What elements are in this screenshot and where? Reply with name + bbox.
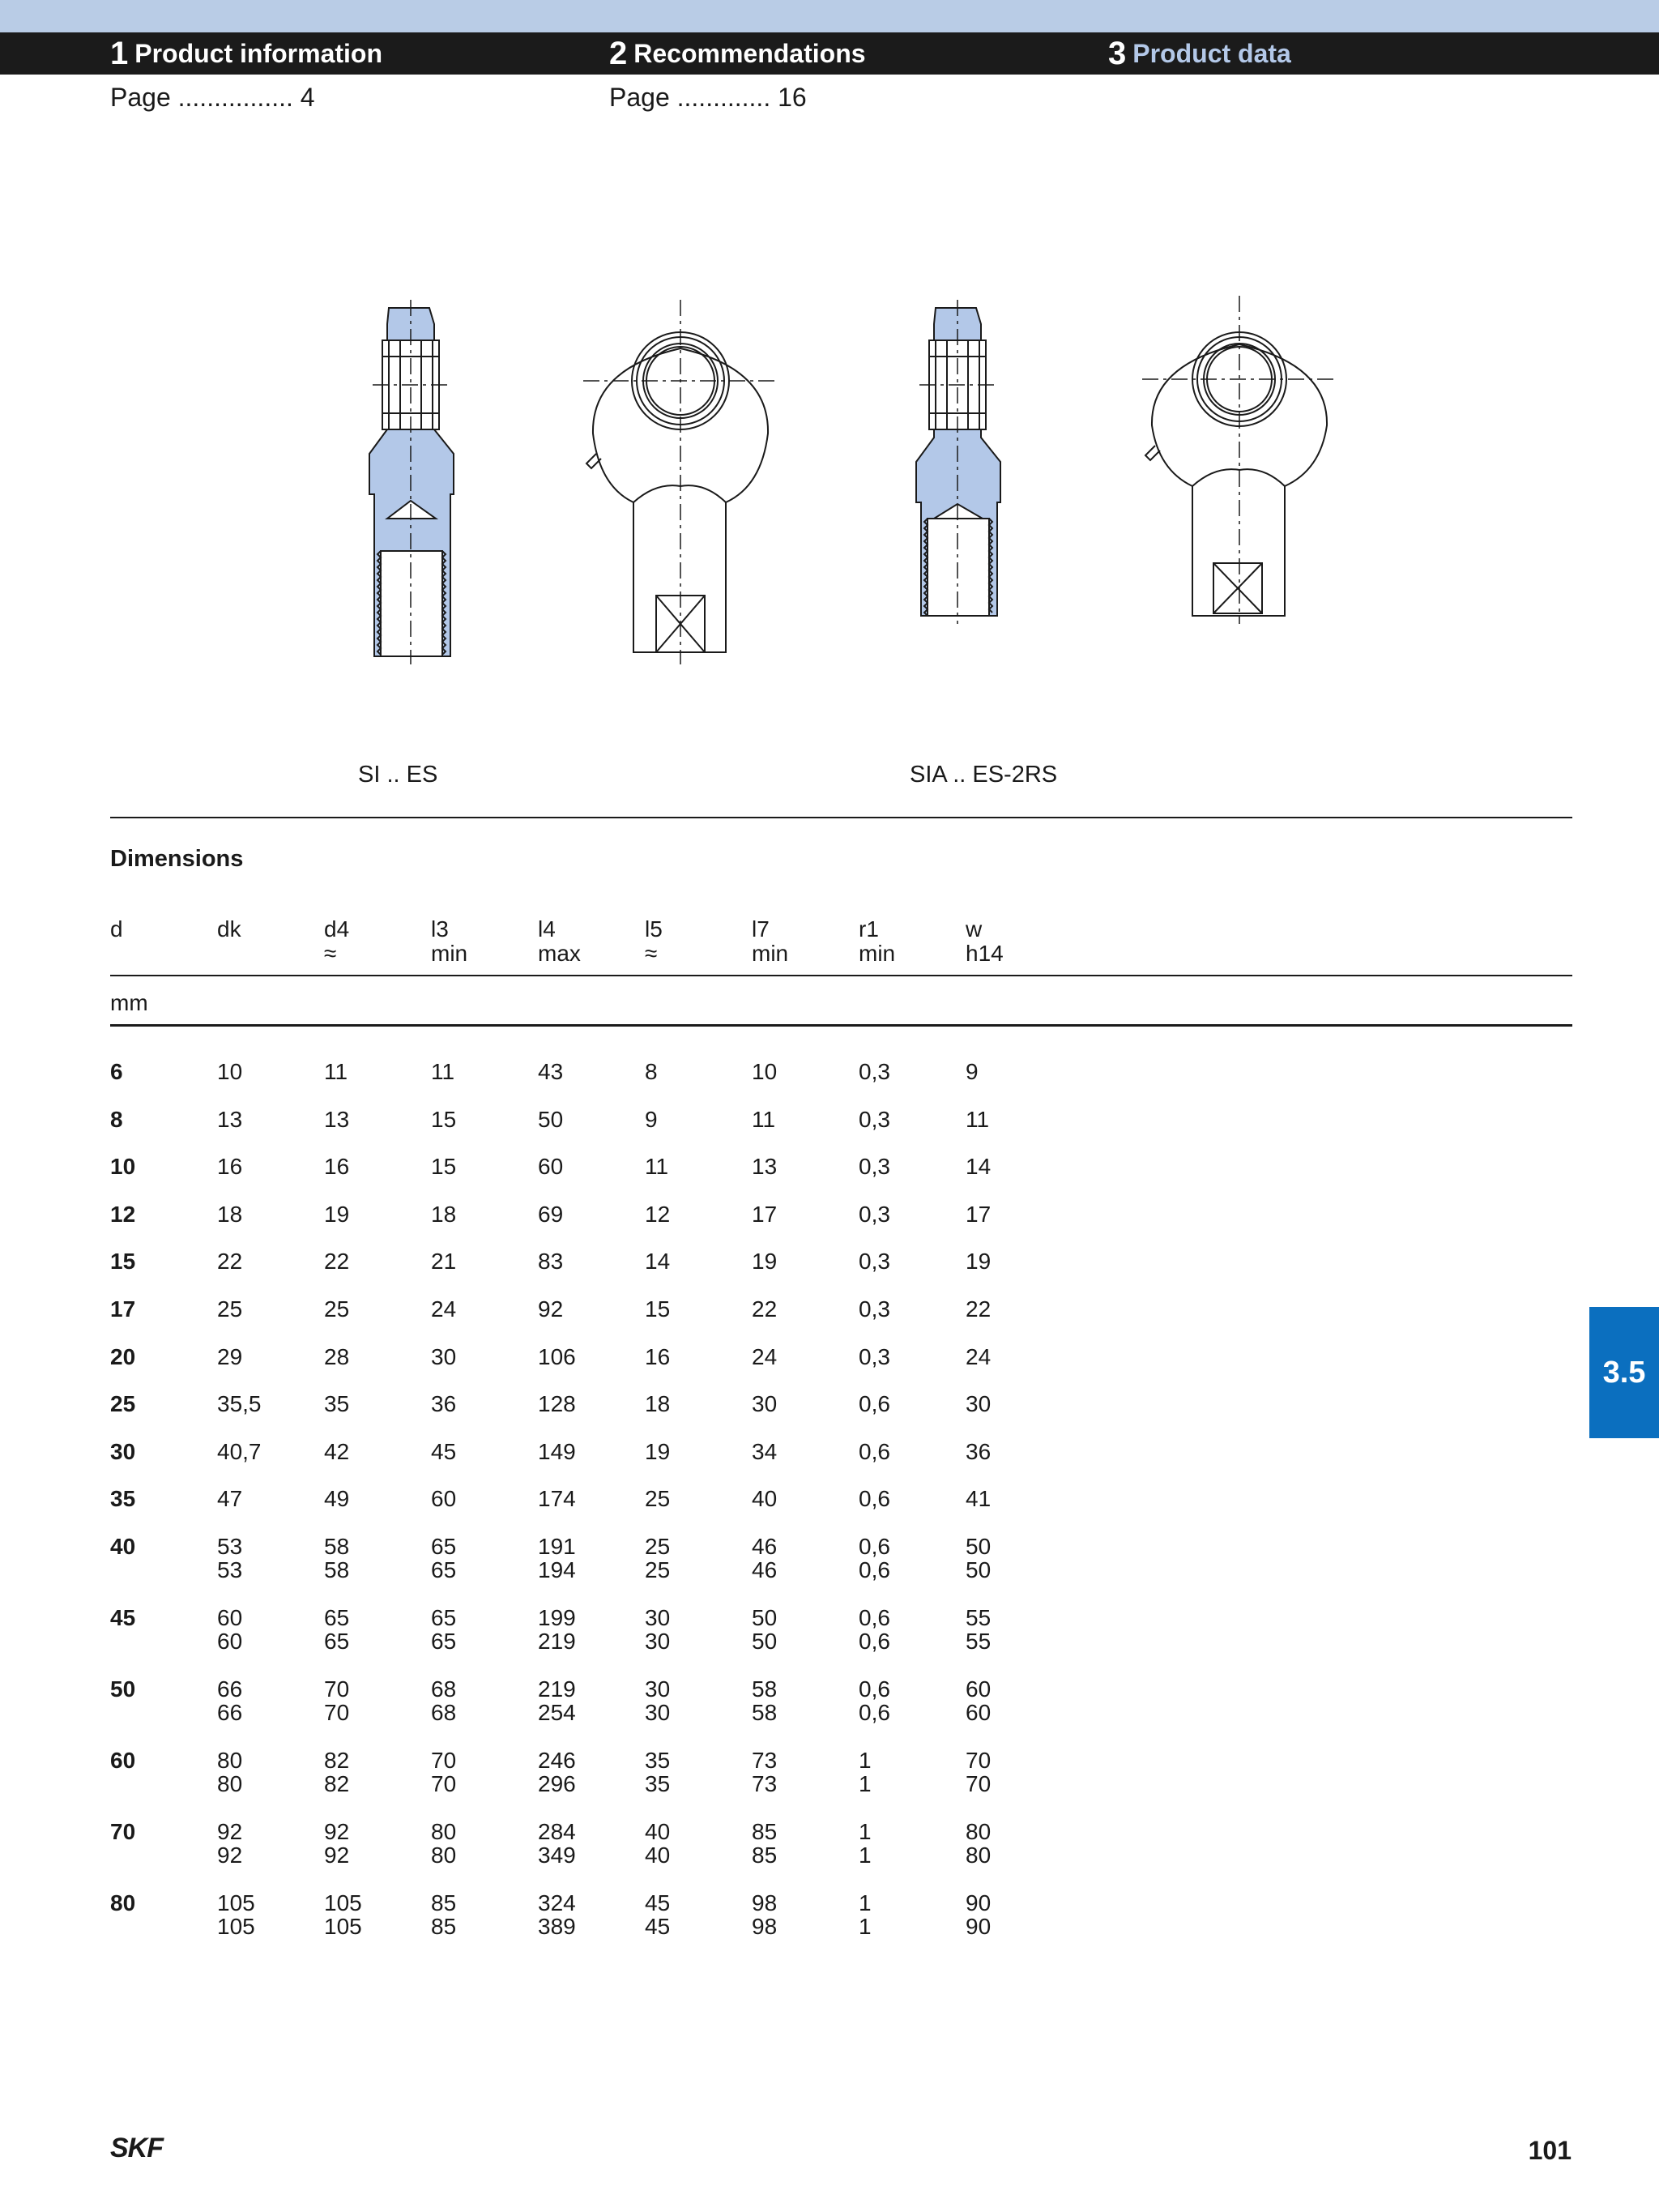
- col-sub: min: [431, 941, 468, 966]
- unit-label: mm: [110, 990, 148, 1015]
- cell-r1: 0,3: [859, 1296, 890, 1322]
- cell-w: 50: [966, 1557, 992, 1582]
- cell-w: 36: [966, 1438, 992, 1464]
- cell-l7: 22: [752, 1296, 778, 1322]
- cell-r1: 0,6: [859, 1629, 890, 1654]
- cell-l5: 25: [645, 1534, 671, 1559]
- cell-d: 60: [110, 1748, 136, 1773]
- cell-l5: 30: [645, 1605, 671, 1630]
- cell-l4: 50: [538, 1106, 564, 1132]
- cell-r1: 0,6: [859, 1534, 890, 1559]
- cell-l3: 70: [431, 1771, 457, 1796]
- si-es-front-view: [583, 300, 778, 664]
- cell-l3: 18: [431, 1201, 457, 1227]
- cell-dk: 40,7: [217, 1438, 262, 1464]
- cell-d4: 105: [324, 1914, 362, 1939]
- cell-r1: 1: [859, 1843, 872, 1868]
- cell-d: 17: [110, 1296, 136, 1322]
- cell-dk: 80: [217, 1748, 243, 1773]
- cell-l3: 65: [431, 1534, 457, 1559]
- cell-w: 11: [966, 1106, 990, 1132]
- section-tab[interactable]: 3.5: [1589, 1307, 1659, 1438]
- page-number: 101: [1528, 2136, 1572, 2165]
- cell-l7: 17: [752, 1201, 778, 1227]
- cell-d: 12: [110, 1201, 136, 1227]
- skf-logo: [110, 2131, 191, 2163]
- cell-l4: 60: [538, 1154, 564, 1180]
- column-header-d4: [324, 917, 349, 966]
- cell-dk: 47: [217, 1486, 243, 1512]
- cell-l7: 11: [752, 1106, 776, 1132]
- cell-w: 22: [966, 1296, 992, 1322]
- cell-dk: 22: [217, 1249, 243, 1275]
- column-header-l4: [538, 917, 581, 966]
- cell-w: 55: [966, 1629, 992, 1654]
- cell-r1: 0,6: [859, 1486, 890, 1512]
- page-ref-recommendations[interactable]: Page ............. 16: [609, 83, 807, 112]
- cell-l4: 149: [538, 1438, 576, 1464]
- cell-l5: 30: [645, 1700, 671, 1725]
- cell-l3: 70: [431, 1748, 457, 1773]
- cell-d4: 82: [324, 1748, 350, 1773]
- cell-l4: 389: [538, 1914, 576, 1939]
- cell-w: 70: [966, 1748, 992, 1773]
- cell-l4: 69: [538, 1201, 564, 1227]
- cell-d4: 105: [324, 1890, 362, 1915]
- cell-d: 40: [110, 1534, 136, 1559]
- cell-l7: 50: [752, 1605, 778, 1630]
- cell-l3: 21: [431, 1249, 457, 1275]
- nav-number: 1: [110, 35, 129, 71]
- cell-dk: 16: [217, 1154, 243, 1180]
- cell-r1: 0,3: [859, 1249, 890, 1275]
- cell-l3: 65: [431, 1605, 457, 1630]
- cell-l4: 194: [538, 1557, 576, 1582]
- col-sub: ≈: [324, 941, 337, 966]
- cell-dk: 66: [217, 1676, 243, 1702]
- col-name: l4: [538, 916, 556, 942]
- cell-w: 70: [966, 1771, 992, 1796]
- cell-l5: 45: [645, 1914, 671, 1939]
- cell-d4: 92: [324, 1843, 350, 1868]
- cell-d: 20: [110, 1343, 136, 1369]
- cell-l4: 349: [538, 1843, 576, 1868]
- cell-l3: 45: [431, 1438, 457, 1464]
- cell-w: 14: [966, 1154, 992, 1180]
- cell-d4: 58: [324, 1557, 350, 1582]
- cell-dk: 53: [217, 1534, 243, 1559]
- cell-l3: 68: [431, 1700, 457, 1725]
- cell-l4: 324: [538, 1890, 576, 1915]
- col-name: r1: [859, 916, 879, 942]
- cell-l3: 15: [431, 1154, 457, 1180]
- cell-r1: 0,6: [859, 1391, 890, 1417]
- cell-d4: 25: [324, 1296, 350, 1322]
- cell-dk: 92: [217, 1843, 243, 1868]
- cell-dk: 60: [217, 1605, 243, 1630]
- col-name: dk: [217, 916, 241, 942]
- cell-l7: 50: [752, 1629, 778, 1654]
- cell-l3: 85: [431, 1914, 457, 1939]
- cell-l7: 19: [752, 1249, 778, 1275]
- cell-l7: 85: [752, 1819, 778, 1844]
- cell-l7: 24: [752, 1343, 778, 1369]
- cell-l7: 73: [752, 1748, 778, 1773]
- cell-d: 8: [110, 1106, 123, 1132]
- section-nav-bar: [0, 32, 1659, 75]
- cell-l3: 11: [431, 1059, 455, 1084]
- cell-l4: 191: [538, 1534, 576, 1559]
- cell-l4: 83: [538, 1249, 564, 1275]
- cell-l4: 284: [538, 1819, 576, 1844]
- cell-dk: 25: [217, 1296, 243, 1322]
- column-header-r1: [859, 917, 895, 966]
- cell-l5: 9: [645, 1106, 658, 1132]
- cell-d: 30: [110, 1438, 136, 1464]
- cell-l5: 35: [645, 1771, 671, 1796]
- cell-l7: 13: [752, 1154, 778, 1180]
- cell-r1: 0,6: [859, 1700, 890, 1725]
- cell-l5: 30: [645, 1676, 671, 1702]
- caption-si-es: SI .. ES: [358, 762, 438, 788]
- cell-dk: 60: [217, 1629, 243, 1654]
- cell-d4: 28: [324, 1343, 350, 1369]
- cell-l3: 65: [431, 1557, 457, 1582]
- cell-d4: 58: [324, 1534, 350, 1559]
- col-sub: ≈: [645, 941, 658, 966]
- column-header-l5: [645, 917, 663, 966]
- cell-dk: 105: [217, 1914, 255, 1939]
- cell-l7: 10: [752, 1059, 778, 1084]
- cell-l5: 25: [645, 1486, 671, 1512]
- cell-d4: 92: [324, 1819, 350, 1844]
- column-header-d: [110, 917, 123, 942]
- cell-w: 60: [966, 1676, 992, 1702]
- cell-w: 80: [966, 1819, 992, 1844]
- top-color-band: [0, 0, 1659, 32]
- cell-l4: 92: [538, 1296, 564, 1322]
- cell-l3: 80: [431, 1843, 457, 1868]
- cell-dk: 35,5: [217, 1391, 262, 1417]
- col-name: w: [966, 916, 983, 942]
- cell-l7: 40: [752, 1486, 778, 1512]
- cell-l3: 24: [431, 1296, 457, 1322]
- cell-d: 6: [110, 1059, 123, 1084]
- nav-product-data[interactable]: [1108, 32, 1291, 75]
- nav-product-information[interactable]: [110, 32, 382, 75]
- cell-l4: 128: [538, 1391, 576, 1417]
- cell-d: 35: [110, 1486, 136, 1512]
- sia-es-2rs-side-view: [916, 300, 1000, 624]
- logo-text: SKF: [110, 2133, 163, 2163]
- cell-d4: 13: [324, 1106, 350, 1132]
- col-sub: max: [538, 941, 581, 966]
- cell-l4: 296: [538, 1771, 576, 1796]
- cell-w: 30: [966, 1391, 992, 1417]
- nav-label: Recommendations: [633, 38, 866, 68]
- cell-l7: 30: [752, 1391, 778, 1417]
- cell-r1: 1: [859, 1771, 872, 1796]
- cell-d4: 19: [324, 1201, 350, 1227]
- cell-d4: 49: [324, 1486, 350, 1512]
- cell-d4: 65: [324, 1629, 350, 1654]
- rod-end-drawings: [0, 292, 1659, 681]
- cell-d: 15: [110, 1249, 136, 1275]
- col-name: l3: [431, 916, 449, 942]
- cell-dk: 53: [217, 1557, 243, 1582]
- cell-dk: 13: [217, 1106, 243, 1132]
- cell-dk: 105: [217, 1890, 255, 1915]
- page-ref-product-information[interactable]: Page ................ 4: [110, 83, 315, 112]
- cell-l5: 8: [645, 1059, 658, 1084]
- cell-l3: 85: [431, 1890, 457, 1915]
- cell-l4: 254: [538, 1700, 576, 1725]
- cell-d4: 42: [324, 1438, 350, 1464]
- cell-r1: 0,3: [859, 1154, 890, 1180]
- cell-l5: 25: [645, 1557, 671, 1582]
- sia-es-2rs-front-view: [1142, 296, 1337, 624]
- col-name: d4: [324, 916, 350, 942]
- cell-d: 45: [110, 1605, 136, 1630]
- cell-r1: 0,6: [859, 1605, 890, 1630]
- cell-l5: 40: [645, 1843, 671, 1868]
- cell-w: 24: [966, 1343, 992, 1369]
- cell-d: 10: [110, 1154, 136, 1180]
- cell-l3: 68: [431, 1676, 457, 1702]
- cell-r1: 0,6: [859, 1438, 890, 1464]
- cell-l7: 34: [752, 1438, 778, 1464]
- nav-number: 3: [1108, 35, 1127, 71]
- column-header-w: [966, 917, 1004, 966]
- cell-dk: 66: [217, 1700, 243, 1725]
- cell-l5: 16: [645, 1343, 671, 1369]
- cell-l4: 246: [538, 1748, 576, 1773]
- cell-d: 80: [110, 1890, 136, 1915]
- cell-l4: 219: [538, 1676, 576, 1702]
- cell-l4: 43: [538, 1059, 564, 1084]
- nav-label: Product information: [134, 38, 383, 68]
- si-es-side-view: [369, 300, 454, 664]
- cell-w: 17: [966, 1201, 992, 1227]
- cell-w: 80: [966, 1843, 992, 1868]
- col-name: l5: [645, 916, 663, 942]
- cell-l5: 35: [645, 1748, 671, 1773]
- cell-r1: 1: [859, 1890, 872, 1915]
- column-header-dk: [217, 917, 241, 942]
- cell-r1: 0,6: [859, 1557, 890, 1582]
- cell-d: 25: [110, 1391, 136, 1417]
- cell-w: 90: [966, 1914, 992, 1939]
- cell-l4: 219: [538, 1629, 576, 1654]
- cell-l4: 106: [538, 1343, 576, 1369]
- nav-recommendations[interactable]: [609, 32, 866, 75]
- cell-l4: 174: [538, 1486, 576, 1512]
- cell-l3: 60: [431, 1486, 457, 1512]
- cell-l5: 45: [645, 1890, 671, 1915]
- cell-w: 50: [966, 1534, 992, 1559]
- cell-r1: 0,3: [859, 1343, 890, 1369]
- cell-dk: 10: [217, 1059, 243, 1084]
- cell-dk: 80: [217, 1771, 243, 1796]
- cell-l7: 58: [752, 1700, 778, 1725]
- cell-l7: 46: [752, 1534, 778, 1559]
- cell-dk: 29: [217, 1343, 243, 1369]
- cell-l5: 14: [645, 1249, 671, 1275]
- cell-r1: 1: [859, 1748, 872, 1773]
- cell-l4: 199: [538, 1605, 576, 1630]
- nav-number: 2: [609, 35, 628, 71]
- cell-l5: 30: [645, 1629, 671, 1654]
- cell-l7: 58: [752, 1676, 778, 1702]
- cell-dk: 92: [217, 1819, 243, 1844]
- cell-l5: 18: [645, 1391, 671, 1417]
- cell-l7: 85: [752, 1843, 778, 1868]
- cell-l3: 36: [431, 1391, 457, 1417]
- cell-d4: 82: [324, 1771, 350, 1796]
- header-divider: [110, 975, 1572, 976]
- cell-l5: 11: [645, 1154, 669, 1180]
- cell-w: 55: [966, 1605, 992, 1630]
- cell-w: 19: [966, 1249, 992, 1275]
- dimensions-title: Dimensions: [110, 846, 244, 872]
- cell-w: 60: [966, 1700, 992, 1725]
- cell-l5: 15: [645, 1296, 671, 1322]
- cell-l5: 19: [645, 1438, 671, 1464]
- cell-r1: 0,6: [859, 1676, 890, 1702]
- cell-d4: 35: [324, 1391, 350, 1417]
- cell-dk: 18: [217, 1201, 243, 1227]
- cell-d4: 11: [324, 1059, 348, 1084]
- cell-w: 9: [966, 1059, 979, 1084]
- cell-l3: 80: [431, 1819, 457, 1844]
- cell-l7: 98: [752, 1890, 778, 1915]
- cell-r1: 0,3: [859, 1106, 890, 1132]
- cell-w: 41: [966, 1486, 992, 1512]
- col-name: d: [110, 916, 123, 942]
- cell-l5: 40: [645, 1819, 671, 1844]
- unit-divider: [110, 1024, 1572, 1027]
- cell-d: 50: [110, 1676, 136, 1702]
- cell-d4: 16: [324, 1154, 350, 1180]
- section-divider: [110, 817, 1572, 818]
- col-name: l7: [752, 916, 770, 942]
- cell-l7: 98: [752, 1914, 778, 1939]
- caption-sia-es-2rs: SIA .. ES-2RS: [910, 762, 1058, 788]
- cell-r1: 1: [859, 1914, 872, 1939]
- cell-l3: 15: [431, 1106, 457, 1132]
- cell-d4: 70: [324, 1700, 350, 1725]
- cell-w: 90: [966, 1890, 992, 1915]
- cell-l5: 12: [645, 1201, 671, 1227]
- cell-d: 70: [110, 1819, 136, 1844]
- column-header-l7: [752, 917, 788, 966]
- cell-d4: 65: [324, 1605, 350, 1630]
- cell-d4: 22: [324, 1249, 350, 1275]
- col-sub: h14: [966, 941, 1004, 966]
- cell-l3: 65: [431, 1629, 457, 1654]
- cell-l7: 46: [752, 1557, 778, 1582]
- cell-l7: 73: [752, 1771, 778, 1796]
- col-sub: min: [752, 941, 789, 966]
- cell-r1: 0,3: [859, 1059, 890, 1084]
- cell-d4: 70: [324, 1676, 350, 1702]
- cell-r1: 1: [859, 1819, 872, 1844]
- nav-label: Product data: [1132, 38, 1291, 68]
- col-sub: min: [859, 941, 896, 966]
- cell-l3: 30: [431, 1343, 457, 1369]
- cell-r1: 0,3: [859, 1201, 890, 1227]
- column-header-l3: [431, 917, 467, 966]
